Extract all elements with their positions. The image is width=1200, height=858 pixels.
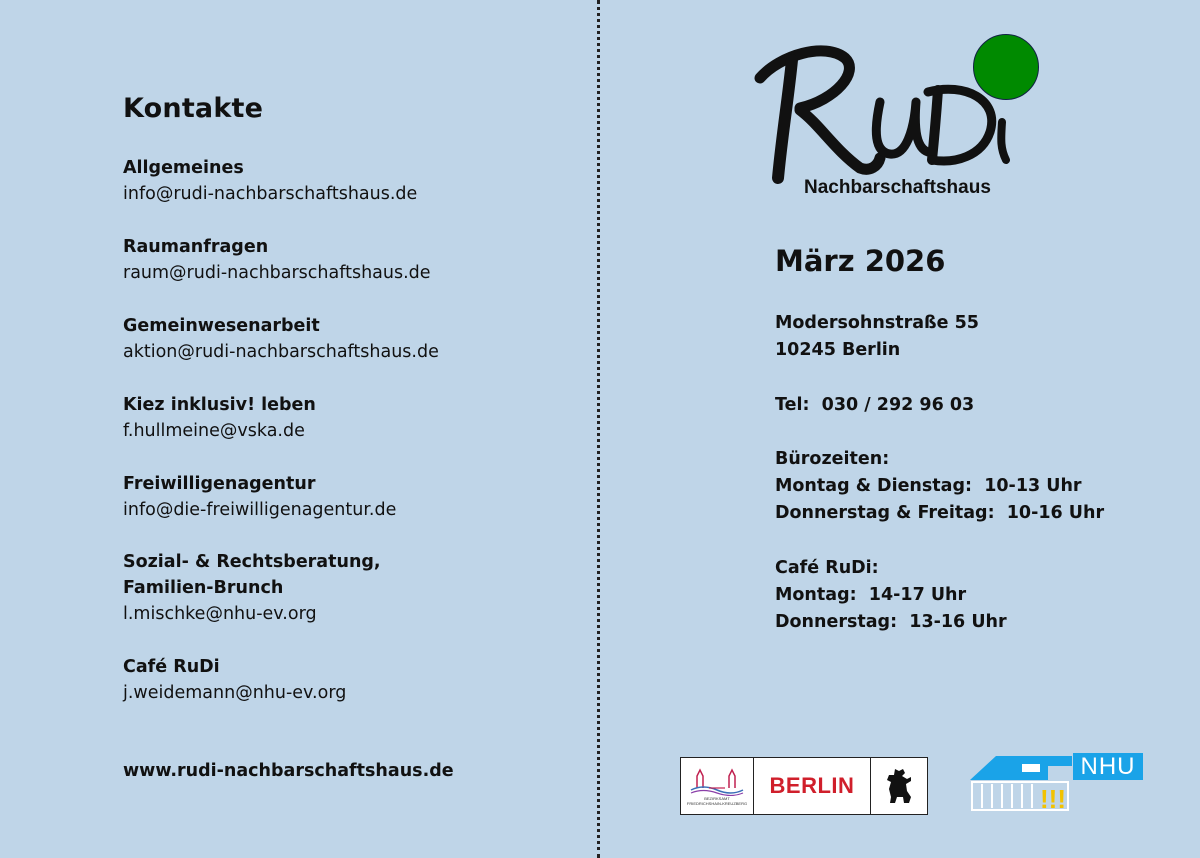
cafe-hours-line: Montag: 14-17 Uhr xyxy=(775,585,967,605)
berlin-wordmark: BERLIN xyxy=(754,758,871,814)
website-link[interactable]: www.rudi-nachbarschaftshaus.de xyxy=(123,761,454,781)
contact-name: Café RuDi xyxy=(123,657,220,677)
logo-subtitle: Nachbarschaftshaus xyxy=(804,177,991,198)
office-hours-title: Bürozeiten: xyxy=(775,449,890,469)
cafe-hours-line: Donnerstag: 13-16 Uhr xyxy=(775,612,1007,632)
bear-silhouette xyxy=(885,767,913,805)
dotted-divider xyxy=(597,0,600,858)
contact-email[interactable]: aktion@rudi-nachbarschaftshaus.de xyxy=(123,342,439,362)
contact-name: Familien-Brunch xyxy=(123,578,284,598)
office-hours-line: Donnerstag & Freitag: 10-16 Uhr xyxy=(775,503,1105,523)
logo-green-dot xyxy=(973,34,1039,100)
contact-inclusive xyxy=(123,392,583,444)
contact-name: Gemeinwesenarbeit xyxy=(123,316,320,336)
contact-email[interactable]: j.weidemann@nhu-ev.org xyxy=(123,683,347,703)
address-street: Modersohnstraße 55 xyxy=(775,313,979,333)
contact-community-work xyxy=(123,313,583,365)
contact-email[interactable]: info@die-freiwilligenagentur.de xyxy=(123,500,397,520)
contact-name: Freiwilligenagentur xyxy=(123,474,316,494)
address-city: 10245 Berlin xyxy=(775,340,901,360)
contacts-heading: Kontakte xyxy=(123,93,264,124)
berlin-bear-icon xyxy=(871,758,927,814)
contact-general xyxy=(123,155,583,207)
nhu-label: NHU xyxy=(1073,753,1143,780)
nhu-logo xyxy=(968,752,1143,814)
district-name-line1: BEZIRKSAMT xyxy=(704,796,730,801)
contact-cafe xyxy=(123,654,583,706)
nhu-exclamation-mark: !!! xyxy=(1040,784,1066,814)
contact-email[interactable]: f.hullmeine@vska.de xyxy=(123,421,305,441)
contact-name: Allgemeines xyxy=(123,158,244,178)
office-hours-line: Montag & Dienstag: 10-13 Uhr xyxy=(775,476,1082,496)
contact-email[interactable]: info@rudi-nachbarschaftshaus.de xyxy=(123,184,418,204)
district-skyline-icon xyxy=(689,766,745,796)
phone-number: Tel: 030 / 292 96 03 xyxy=(775,395,975,415)
contact-rooms xyxy=(123,234,583,286)
contact-name: Kiez inklusiv! leben xyxy=(123,395,316,415)
contact-volunteer-agency xyxy=(123,471,583,523)
cafe-title: Café RuDi: xyxy=(775,558,879,578)
contact-email[interactable]: raum@rudi-nachbarschaftshaus.de xyxy=(123,263,431,283)
contact-name: Raumanfragen xyxy=(123,237,269,257)
district-berlin-logo xyxy=(680,757,928,815)
district-name-line2: FRIEDRICHSHAIN-KREUZBERG xyxy=(686,801,748,806)
district-emblem xyxy=(681,758,754,814)
month-title: März 2026 xyxy=(775,244,946,278)
contact-social-legal xyxy=(123,549,583,627)
contact-name: Sozial- & Rechtsberatung, xyxy=(123,552,381,572)
contact-email[interactable]: l.mischke@nhu-ev.org xyxy=(123,604,317,624)
